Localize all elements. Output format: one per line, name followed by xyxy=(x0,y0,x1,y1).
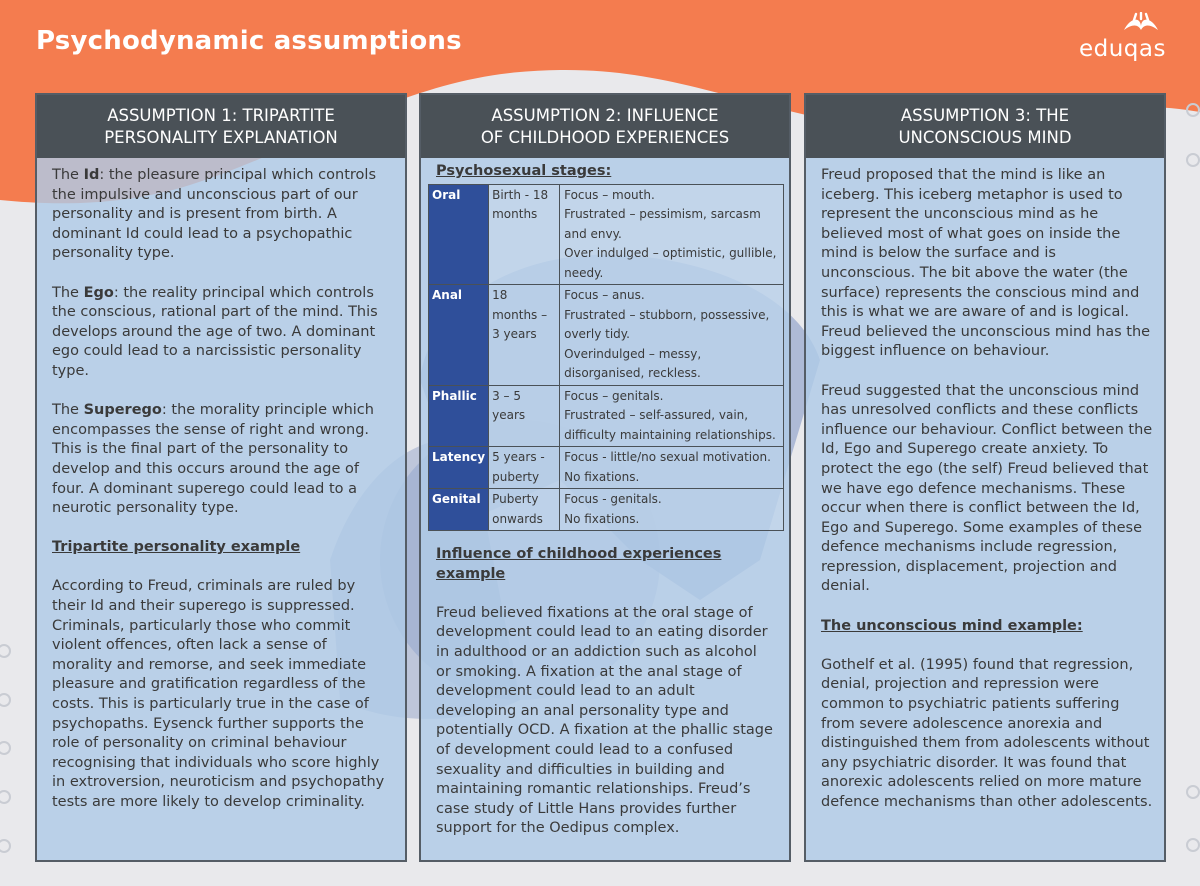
table-row xyxy=(429,489,784,531)
stage-details xyxy=(560,184,784,285)
page-title: Psychodynamic assumptions xyxy=(36,26,462,56)
stage-detail-line: Frustrated – pessimism, sarcasm and envy. xyxy=(564,207,761,241)
example-paragraph: Freud believed fixations at the oral stage of development could lead to an eating disorder in adulthood or an addiction such as alcohol or smoking. A fixation at the anal stage of development could lead to an adult developing an anal personality type and potentially OCD. A fixation at the phallic stage of development could lead to a confused sexuality and difficulties in building and maintaining romantic relationships. Freud’s case study of Little Hans provides further support for the Oedipus complex. xyxy=(436,604,773,837)
stage-age: Birth - 18 months xyxy=(489,184,560,285)
logo-text: eduqas xyxy=(1078,36,1166,62)
table-row xyxy=(429,385,784,447)
stage-details xyxy=(560,385,784,447)
ego-text: : the reality principal which controls the conscious, rational part of the mind. This develops around the age of two. A dominant ego could lead to a narcissistic personality type. xyxy=(52,284,378,379)
heading-line: PERSONALITY EXPLANATION xyxy=(104,127,338,147)
heading-line: ASSUMPTION 3: THE xyxy=(900,105,1070,125)
stage-detail-line: Focus – genitals. xyxy=(564,388,664,403)
id-paragraph xyxy=(52,166,391,264)
assumption-1-body xyxy=(37,158,405,813)
heading-line: UNCONSCIOUS MIND xyxy=(898,127,1072,147)
stage-name: Genital xyxy=(429,489,489,531)
assumption-2-body xyxy=(421,158,789,839)
heading-line: ASSUMPTION 1: TRIPARTITE xyxy=(107,105,335,125)
text: The xyxy=(52,284,84,301)
superego-text: : the morality principle which encompasses the sense of right and wrong. This is the final part of the personality to develop and this occurs around the age of four. A dominant superego could lead to a neurotic personality type. xyxy=(52,402,374,517)
assumption-2-heading xyxy=(421,95,789,158)
psychosexual-stages-table xyxy=(428,184,784,532)
assumption-3-panel xyxy=(804,93,1166,862)
ego-paragraph xyxy=(52,284,391,382)
conflict-paragraph: Freud suggested that the unconscious mind has unresolved conflicts and these conflicts influence our behaviour. Conflict between the Id, Ego and Superego create anxiety. To protect the ego (the self) Freud believed that we have ego defence mechanisms. These occur when there is conflict between the Id, Ego and Superego. Some examples of these defence mechanisms include regression, repression, displacement, projection and denial. xyxy=(821,382,1153,595)
heading-line: OF CHILDHOOD EXPERIENCES xyxy=(480,127,730,147)
assumption-3-body xyxy=(806,158,1164,813)
stage-detail-line: Focus - little/no sexual motivation. xyxy=(564,450,771,465)
example-heading xyxy=(52,538,391,558)
table-row xyxy=(429,285,784,386)
stage-age: Puberty onwards xyxy=(489,489,560,531)
stage-name: Oral xyxy=(429,184,489,285)
stage-detail-line: Focus – mouth. xyxy=(564,187,655,202)
stage-age: 18 months – 3 years xyxy=(489,285,560,386)
stage-detail-line: Overindulged – messy, disorganised, reckless. xyxy=(564,346,702,381)
stage-detail-line: Over indulged – optimistic, gullible, needy. xyxy=(564,246,777,280)
superego-term: Superego xyxy=(83,402,162,419)
heading-line: ASSUMPTION 2: INFLUENCE xyxy=(491,105,719,125)
stage-detail-line: Focus - genitals. xyxy=(564,492,662,507)
stage-name: Anal xyxy=(429,285,489,386)
text: The xyxy=(52,402,84,419)
id-text: : the pleasure principal which controls the impulsive and unconscious part of our personality and is present from birth. A dominant Id could lead to a psychopathic personality type. xyxy=(52,167,376,262)
example-paragraph: Gothelf et al. (1995) found that regression, denial, projection and repression were common to psychiatric patients suffering from severe adolescence anorexia and distinguished them from adolescents without any psychiatric disorder. It was found that anorexic adolescents relied on more mature defence mechanisms than other adolescents. xyxy=(821,656,1153,810)
stage-details xyxy=(560,489,784,531)
id-term: Id xyxy=(83,167,100,183)
book-icon xyxy=(1120,12,1162,34)
stage-detail-line: Frustrated – stubborn, possessive, overly tidy. xyxy=(564,307,770,342)
table-row xyxy=(429,184,784,285)
stage-age: 5 years - puberty xyxy=(489,447,560,489)
stage-detail-line: No fixations. xyxy=(564,511,640,526)
assumption-1-heading xyxy=(37,95,405,158)
stage-detail-line: Frustrated – self-assured, vain, difficulty maintaining relationships. xyxy=(564,408,776,442)
eduqas-logo xyxy=(1026,12,1166,64)
example-heading-text: Influence of childhood experiences example xyxy=(436,546,722,582)
assumption-3-heading xyxy=(806,95,1164,158)
superego-paragraph xyxy=(52,401,391,519)
table-row xyxy=(429,447,784,489)
stage-name: Phallic xyxy=(429,385,489,447)
example-heading xyxy=(821,617,1154,637)
stage-name: Latency xyxy=(429,447,489,489)
stage-detail-line: No fixations. xyxy=(564,469,640,484)
stage-details xyxy=(560,447,784,489)
assumption-2-panel xyxy=(419,93,791,862)
example-paragraph: According to Freud, criminals are ruled by their Id and their superego is suppressed. Criminals, particularly those who commit violent offences, often lack a sense of morality and remorse, and seek immediate pleasure and gratification regardless of the costs. This is particularly true in the case of psychopaths. Eysenck further supports the role of personality on criminal behaviour recognising that individuals who score highly in extroversion, neuroticism and psychopathy tests are more likely to develop criminality. xyxy=(52,578,385,810)
stage-detail-line: Focus – anus. xyxy=(564,288,645,303)
example-heading xyxy=(436,545,775,584)
ego-term: Ego xyxy=(83,284,114,301)
stage-details xyxy=(560,285,784,386)
iceberg-paragraph: Freud proposed that the mind is like an iceberg. This iceberg metaphor is used to represent the unconscious mind as he believed most of what goes on inside the mind is below the surface and is unconscious. The bit above the water (the surface) represents the conscious mind and this is what we are aware of and is logical. Freud believed the unconscious mind has the biggest influence on behaviour. xyxy=(821,167,1151,360)
stages-heading: Psychosexual stages: xyxy=(436,163,612,179)
text: The xyxy=(52,167,84,183)
stage-age: 3 – 5 years xyxy=(489,385,560,447)
assumption-1-panel xyxy=(35,93,407,862)
example-heading-text: The unconscious mind example: xyxy=(821,617,1083,634)
example-heading-text: Tripartite personality example xyxy=(52,539,301,556)
